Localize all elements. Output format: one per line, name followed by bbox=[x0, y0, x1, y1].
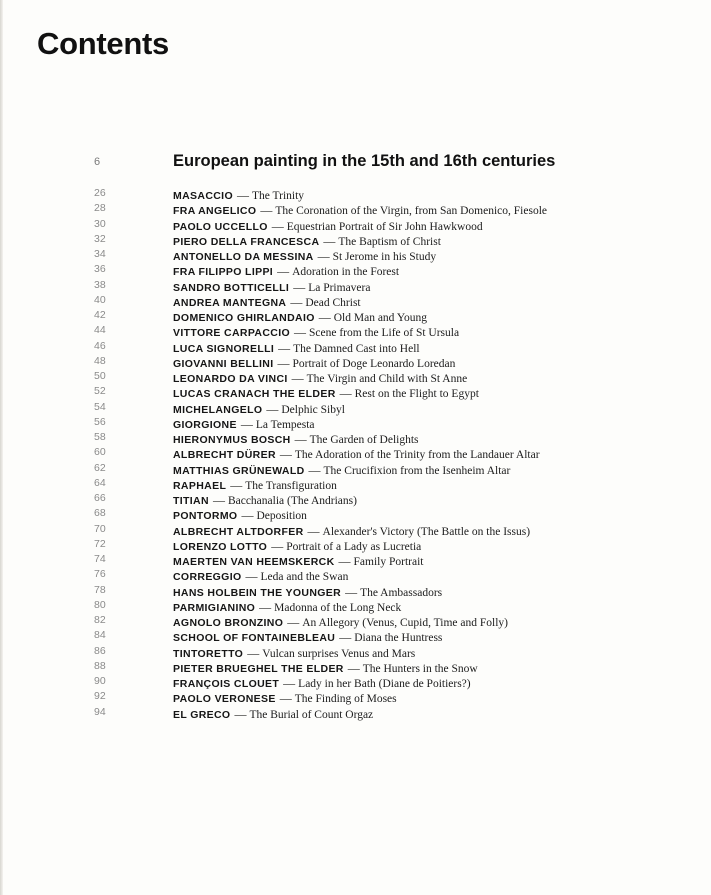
entry-separator: — bbox=[347, 660, 363, 675]
entry-separator: — bbox=[245, 569, 261, 584]
entry-artist: FRA ANGELICO bbox=[173, 205, 257, 218]
contents-entry[interactable] bbox=[0, 247, 711, 262]
entry-artist: TINTORETTO bbox=[173, 647, 244, 660]
section-page-number: 6 bbox=[94, 156, 101, 168]
entry-separator: — bbox=[308, 462, 324, 477]
entry-work-title: The Trinity bbox=[251, 190, 305, 202]
entry-separator: — bbox=[266, 401, 282, 416]
entry-page-number: 56 bbox=[94, 415, 106, 428]
entry-artist: HIERONYMUS BOSCH bbox=[173, 434, 291, 446]
entry-separator: — bbox=[290, 294, 306, 309]
entry-separator: — bbox=[338, 554, 354, 568]
entry-work-title: Dead Christ bbox=[305, 296, 361, 309]
entry-separator: — bbox=[247, 645, 263, 660]
entry-page-number: 86 bbox=[94, 644, 106, 657]
entry-page-number: 72 bbox=[94, 537, 106, 550]
contents-entry[interactable] bbox=[0, 445, 711, 460]
contents-entry[interactable] bbox=[0, 705, 711, 720]
entry-artist: SANDRO BOTTICELLI bbox=[173, 281, 290, 294]
entry-page-number: 70 bbox=[94, 522, 106, 535]
entry-work-title: The Ambassadors bbox=[360, 586, 443, 599]
entry-page-number: 76 bbox=[94, 568, 106, 581]
section-heading: European painting in the 15th and 16th centuries bbox=[173, 152, 556, 170]
entry-page-number: 74 bbox=[94, 553, 106, 565]
entry-page-number: 68 bbox=[94, 507, 106, 520]
entry-page-number: 94 bbox=[94, 705, 106, 718]
entry-work-title: The Coronation of the Virgin, from San Domenico, Fiesole bbox=[275, 205, 547, 218]
contents-entry[interactable] bbox=[0, 628, 711, 643]
entry-separator: — bbox=[240, 416, 256, 431]
entry-artist: HANS HOLBEIN THE YOUNGER bbox=[173, 586, 342, 599]
entry-work-title: Delphic Sibyl bbox=[281, 403, 345, 416]
entry-page-number: 54 bbox=[94, 400, 106, 413]
contents-entry[interactable] bbox=[0, 415, 711, 430]
entry-artist: LEONARDO DA VINCI bbox=[173, 373, 288, 385]
entry-artist: MATTHIAS GRÜNEWALD bbox=[173, 464, 305, 477]
entry-page-number: 82 bbox=[94, 614, 106, 626]
entry-separator: — bbox=[277, 264, 293, 279]
entry-page-number: 52 bbox=[94, 385, 106, 398]
entry-artist: SCHOOL OF FONTAINEBLEAU bbox=[173, 632, 336, 645]
entry-page-number: 88 bbox=[94, 659, 106, 672]
entry-work-title: Bacchanalia (The Andrians) bbox=[227, 495, 357, 507]
contents-entry[interactable] bbox=[0, 262, 711, 277]
entry-page-number: 44 bbox=[94, 324, 106, 337]
contents-entry[interactable] bbox=[0, 659, 711, 674]
entry-artist: LUCAS CRANACH THE ELDER bbox=[173, 388, 336, 401]
entry-work-title: An Allegory (Venus, Cupid, Time and Folly) bbox=[302, 617, 508, 629]
contents-entry[interactable] bbox=[0, 308, 711, 323]
entry-work-title: The Hunters in the Snow bbox=[362, 662, 478, 675]
contents-entry[interactable] bbox=[0, 323, 711, 338]
entry-artist: MAERTEN VAN HEEMSKERCK bbox=[173, 556, 335, 568]
contents-entry[interactable] bbox=[0, 186, 711, 201]
entry-page-number: 60 bbox=[94, 446, 106, 459]
entry-artist: GIOVANNI BELLINI bbox=[173, 357, 274, 370]
entry-separator: — bbox=[260, 203, 276, 218]
entry-artist: FRA FILIPPO LIPPI bbox=[173, 266, 274, 279]
section-entry[interactable] bbox=[0, 150, 711, 174]
entry-work-title: Leda and the Swan bbox=[260, 571, 349, 584]
entry-artist: PAOLO UCCELLO bbox=[173, 220, 268, 233]
entry-page-number: 58 bbox=[94, 431, 106, 443]
entry-work-title: Vulcan surprises Venus and Mars bbox=[262, 647, 416, 660]
entry-page-number: 42 bbox=[94, 309, 106, 321]
entry-artist: PIERO DELLA FRANCESCA bbox=[173, 235, 320, 248]
entry-page-number: 34 bbox=[94, 248, 106, 260]
entry-separator: — bbox=[291, 371, 307, 385]
entry-separator: — bbox=[323, 233, 339, 248]
entry-artist: GIORGIONE bbox=[173, 418, 237, 431]
entry-separator: — bbox=[271, 538, 287, 553]
entry-work-title: La Tempesta bbox=[255, 418, 315, 431]
entry-artist: PONTORMO bbox=[173, 510, 238, 523]
entry-separator: — bbox=[318, 310, 334, 324]
entry-artist: VITTORE CARPACCIO bbox=[173, 327, 290, 340]
entry-page-number: 32 bbox=[94, 232, 106, 245]
entry-page-number: 38 bbox=[94, 278, 106, 291]
entry-work-title: The Transfiguration bbox=[245, 479, 337, 492]
contents-entry[interactable] bbox=[0, 384, 711, 399]
contents-entry[interactable] bbox=[0, 598, 711, 613]
entry-artist: TITIAN bbox=[173, 495, 209, 507]
entry-page-number: 26 bbox=[94, 187, 106, 199]
entry-artist: ANTONELLO DA MESSINA bbox=[173, 251, 314, 263]
entry-separator: — bbox=[287, 615, 303, 629]
entry-separator: — bbox=[279, 447, 295, 462]
entry-work-title: Diana the Huntress bbox=[354, 632, 443, 645]
page-title: Contents bbox=[37, 26, 169, 61]
entry-separator: — bbox=[345, 584, 361, 599]
entry-separator: — bbox=[241, 508, 257, 523]
entry-page-number: 84 bbox=[94, 629, 106, 642]
entry-work-title: The Finding of Moses bbox=[294, 693, 397, 706]
entry-separator: — bbox=[339, 630, 355, 645]
contents-entry[interactable] bbox=[0, 400, 711, 415]
entry-artist: ANDREA MANTEGNA bbox=[173, 296, 287, 309]
entry-artist: EL GRECO bbox=[173, 708, 231, 721]
contents-entry[interactable] bbox=[0, 354, 711, 369]
entry-separator: — bbox=[259, 599, 275, 614]
entry-artist: PARMIGIANINO bbox=[173, 601, 256, 614]
entry-work-title: Portrait of a Lady as Lucretia bbox=[286, 540, 422, 553]
entry-page-number: 30 bbox=[94, 217, 106, 230]
entry-artist: RAPHAEL bbox=[173, 479, 227, 492]
entry-work-title: Equestrian Portrait of Sir John Hawkwood bbox=[286, 220, 483, 233]
entry-artist: ALBRECHT DÜRER bbox=[173, 449, 276, 462]
entry-page-number: 78 bbox=[94, 583, 106, 596]
entry-work-title: The Adoration of the Trinity from the Landauer Altar bbox=[294, 449, 540, 462]
contents-entry[interactable] bbox=[0, 583, 711, 598]
entry-artist: LORENZO LOTTO bbox=[173, 540, 268, 553]
contents-entry[interactable] bbox=[0, 567, 711, 582]
entry-line bbox=[173, 705, 373, 723]
entry-artist: MASACCIO bbox=[173, 190, 233, 202]
contents-entry[interactable] bbox=[0, 552, 711, 567]
contents-entry[interactable] bbox=[0, 674, 711, 689]
contents-entry[interactable] bbox=[0, 689, 711, 704]
contents-list bbox=[0, 186, 711, 720]
entry-work-title: Deposition bbox=[256, 510, 307, 523]
entry-artist: LUCA SIGNORELLI bbox=[173, 342, 275, 355]
entry-page-number: 40 bbox=[94, 293, 106, 306]
contents-entry[interactable] bbox=[0, 369, 711, 384]
entry-page-number: 36 bbox=[94, 263, 106, 276]
entry-page-number: 64 bbox=[94, 476, 106, 489]
entry-separator: — bbox=[307, 523, 323, 538]
entry-work-title: Madonna of the Long Neck bbox=[274, 601, 402, 614]
contents-entry[interactable] bbox=[0, 491, 711, 506]
entry-artist: ALBRECHT ALTDORFER bbox=[173, 525, 304, 538]
entry-work-title: Scene from the Life of St Ursula bbox=[308, 327, 460, 340]
entry-separator: — bbox=[279, 691, 295, 706]
entry-page-number: 46 bbox=[94, 339, 106, 352]
contents-entry[interactable] bbox=[0, 613, 711, 628]
entry-work-title: Rest on the Flight to Egypt bbox=[354, 388, 479, 401]
entry-work-title: La Primavera bbox=[308, 281, 371, 294]
entry-separator: — bbox=[317, 249, 333, 263]
contents-entry[interactable] bbox=[0, 506, 711, 521]
entry-separator: — bbox=[294, 432, 310, 446]
contents-entry[interactable] bbox=[0, 278, 711, 293]
contents-entry[interactable] bbox=[0, 461, 711, 476]
entry-separator: — bbox=[236, 188, 252, 202]
contents-entry[interactable] bbox=[0, 339, 711, 354]
entry-artist: MICHELANGELO bbox=[173, 403, 263, 416]
entry-separator: — bbox=[271, 218, 287, 233]
entry-work-title: Family Portrait bbox=[353, 556, 424, 568]
contents-entry[interactable] bbox=[0, 522, 711, 537]
entry-page-number: 80 bbox=[94, 598, 106, 611]
entry-work-title: Old Man and Young bbox=[333, 312, 428, 324]
entry-page-number: 92 bbox=[94, 690, 106, 703]
contents-entry[interactable] bbox=[0, 537, 711, 552]
entry-separator: — bbox=[283, 676, 299, 690]
contents-entry[interactable] bbox=[0, 232, 711, 247]
entry-page-number: 48 bbox=[94, 354, 106, 367]
contents-entry[interactable] bbox=[0, 293, 711, 308]
contents-entry[interactable] bbox=[0, 201, 711, 216]
entry-artist: AGNOLO BRONZINO bbox=[173, 617, 284, 629]
entry-separator: — bbox=[278, 340, 294, 355]
entry-separator: — bbox=[293, 325, 309, 340]
entry-separator: — bbox=[277, 355, 293, 370]
contents-entry[interactable] bbox=[0, 476, 711, 491]
entry-separator: — bbox=[234, 706, 250, 721]
entry-work-title: The Damned Cast into Hell bbox=[293, 342, 420, 355]
entry-artist: DOMENICO GHIRLANDAIO bbox=[173, 312, 315, 324]
entry-work-title: The Baptism of Christ bbox=[338, 235, 441, 248]
entry-page-number: 66 bbox=[94, 492, 106, 504]
entry-separator: — bbox=[230, 477, 246, 492]
entry-page-number: 50 bbox=[94, 370, 106, 382]
contents-entry[interactable] bbox=[0, 644, 711, 659]
entry-separator: — bbox=[339, 386, 355, 401]
entry-page-number: 62 bbox=[94, 461, 106, 474]
entry-page-number: 90 bbox=[94, 675, 106, 687]
entry-artist: PIETER BRUEGHEL THE ELDER bbox=[173, 662, 344, 675]
entry-artist: FRANÇOIS CLOUET bbox=[173, 678, 280, 690]
entry-work-title: The Garden of Delights bbox=[309, 434, 419, 446]
entry-work-title: Adoration in the Forest bbox=[292, 266, 400, 279]
entry-work-title: The Burial of Count Orgaz bbox=[249, 708, 374, 721]
entry-work-title: The Crucifixion from the Isenheim Altar bbox=[323, 464, 511, 477]
entry-separator: — bbox=[293, 279, 309, 294]
entry-work-title: Portrait of Doge Leonardo Loredan bbox=[292, 357, 456, 370]
entry-artist: CORREGGIO bbox=[173, 571, 242, 584]
entry-work-title: Alexander's Victory (The Battle on the Issus) bbox=[322, 525, 531, 538]
entry-artist: PAOLO VERONESE bbox=[173, 693, 276, 706]
entry-work-title: Lady in her Bath (Diane de Poitiers?) bbox=[298, 678, 471, 690]
entry-work-title: St Jerome in his Study bbox=[332, 251, 437, 263]
entry-work-title: The Virgin and Child with St Anne bbox=[306, 373, 468, 385]
entry-separator: — bbox=[212, 493, 228, 507]
contents-entry[interactable] bbox=[0, 217, 711, 232]
entry-page-number: 28 bbox=[94, 202, 106, 215]
contents-entry[interactable] bbox=[0, 430, 711, 445]
